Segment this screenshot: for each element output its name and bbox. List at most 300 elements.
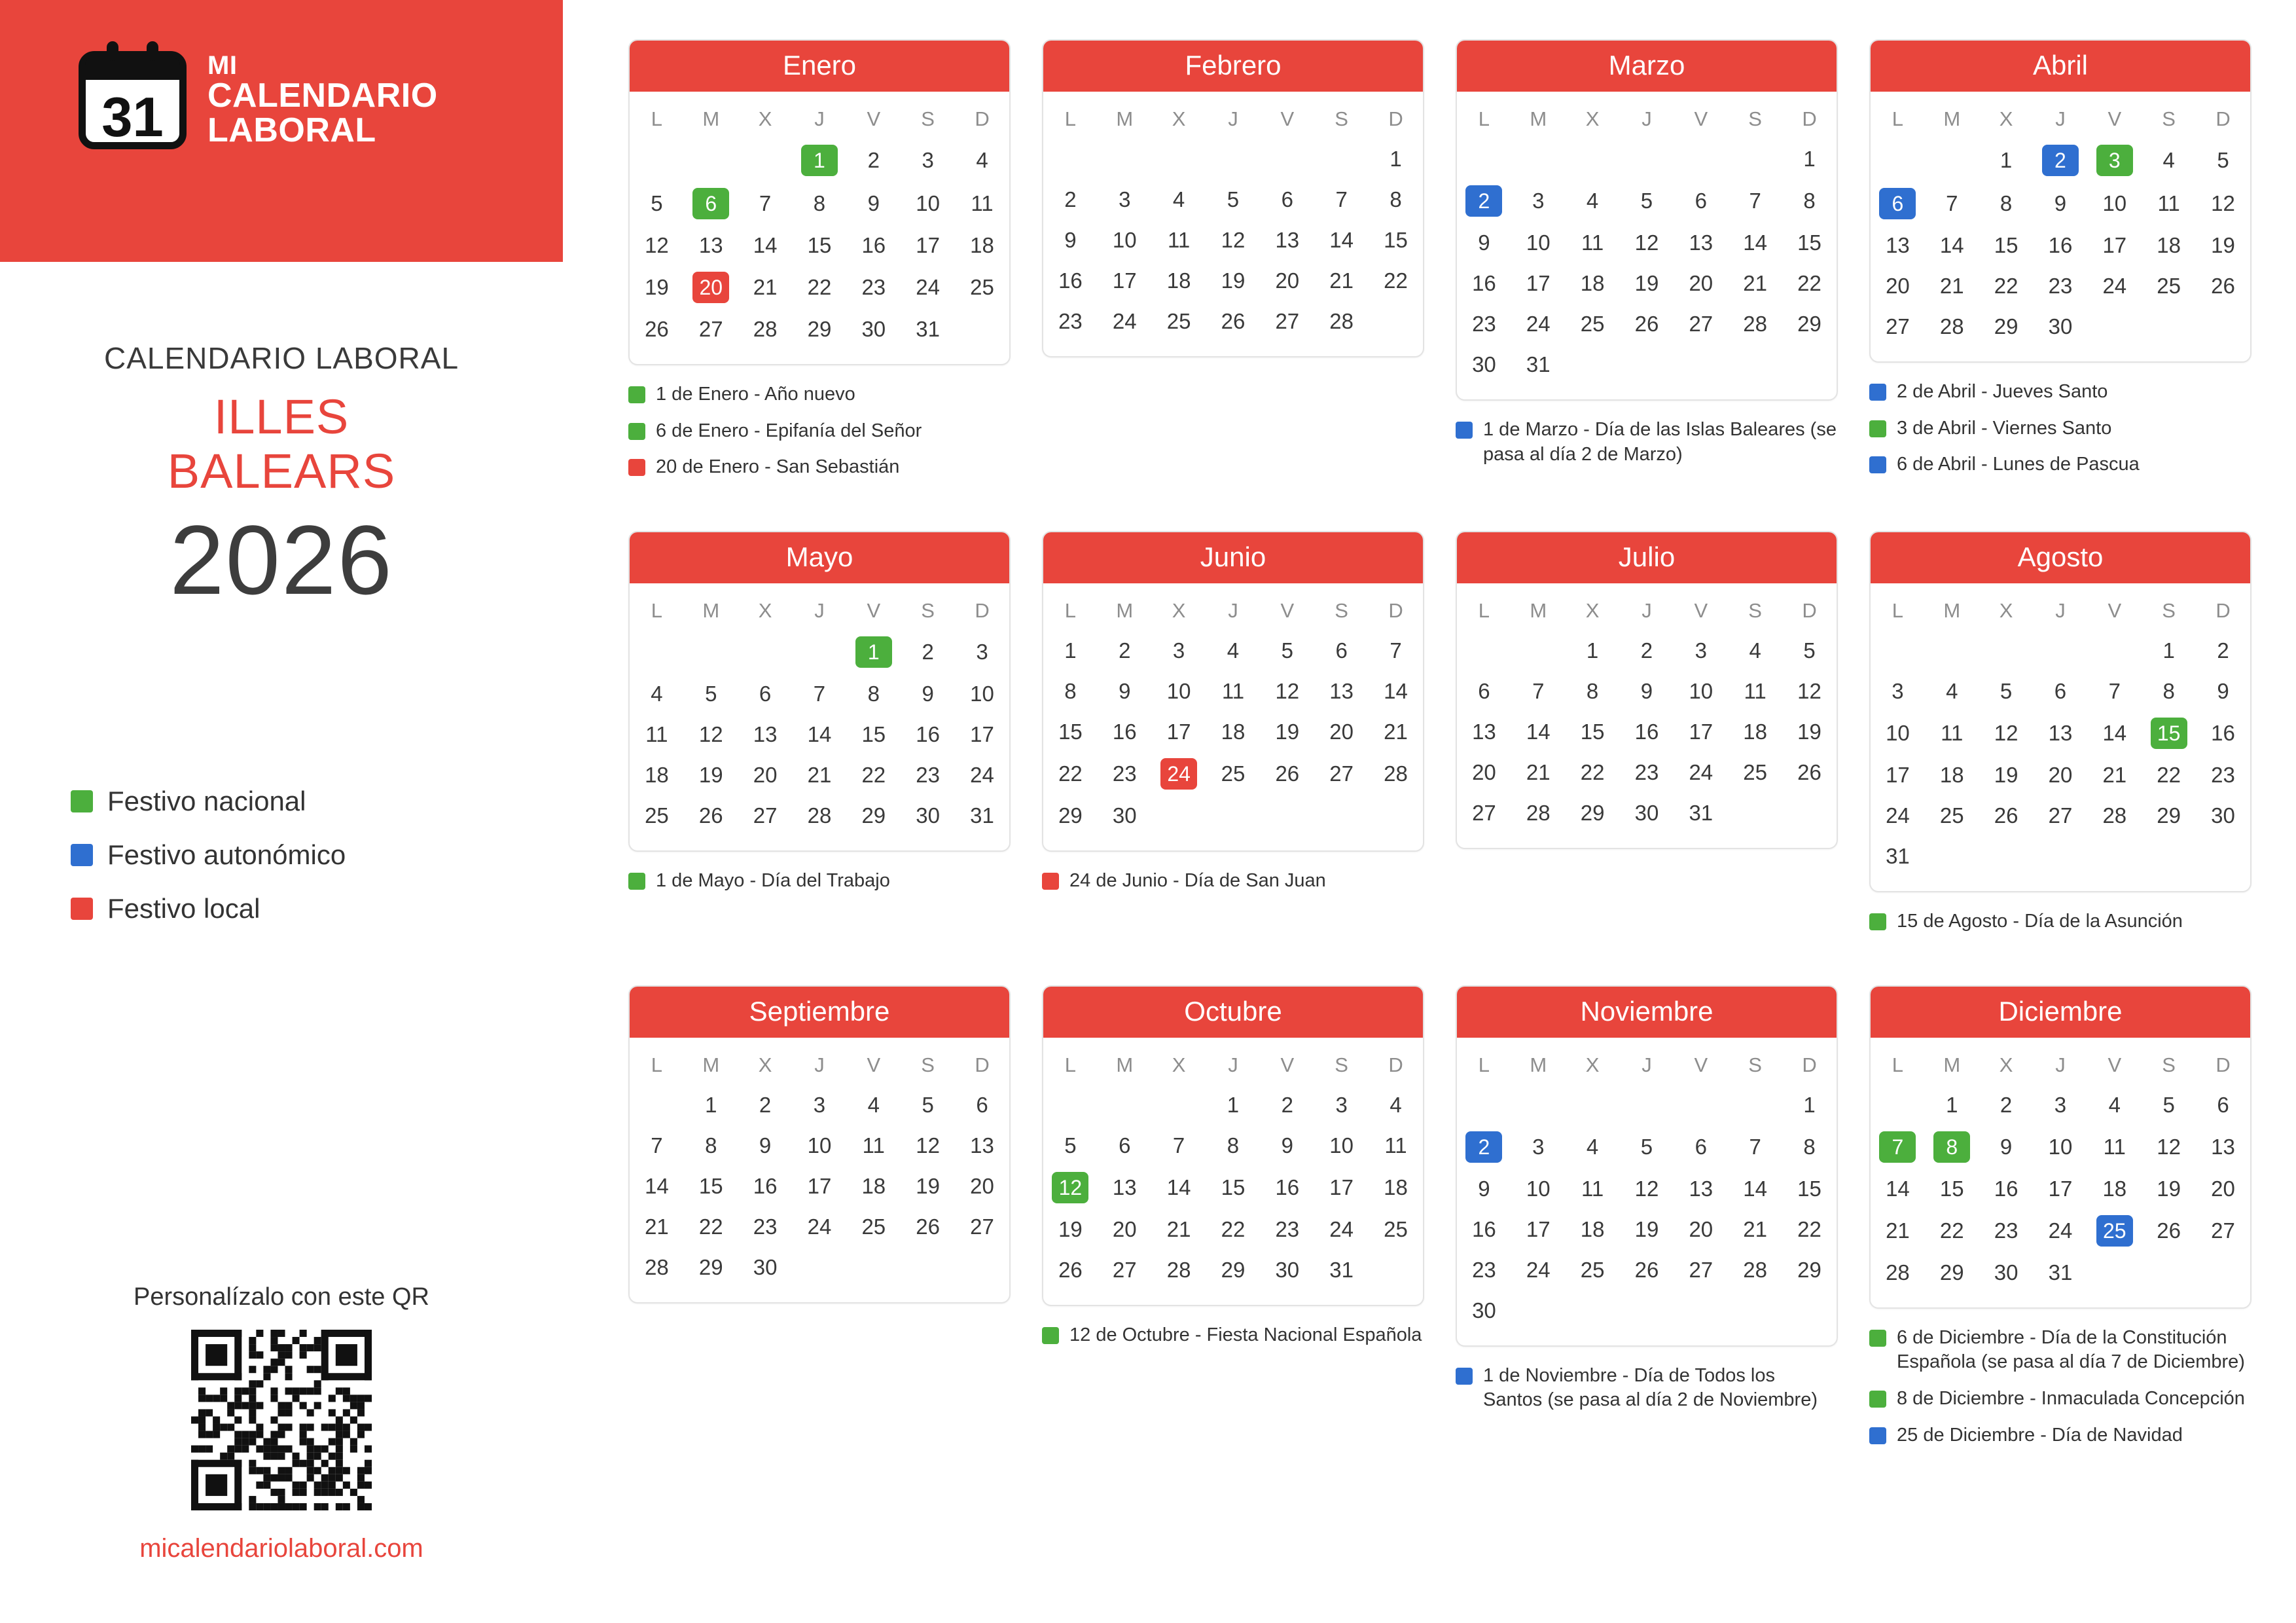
- day-cell: 15: [1580, 720, 1605, 744]
- weekday-L: L: [1478, 599, 1490, 623]
- day-cell: 26: [2157, 1218, 2181, 1243]
- day-empty: [1511, 1085, 1566, 1125]
- day-cell: 14: [1166, 1175, 1191, 1199]
- week-row: [1457, 179, 1837, 223]
- month-card: [628, 39, 1011, 365]
- day-cell: 24: [1112, 309, 1137, 333]
- holiday-badge-local: 24: [1160, 758, 1197, 790]
- day-cell: 19: [1994, 763, 2018, 788]
- day-cell: 20: [2211, 1176, 2235, 1201]
- row-spacer: [1869, 946, 2251, 985]
- note-swatch: [1869, 1391, 1886, 1408]
- month-title: Noviembre: [1457, 987, 1837, 1038]
- day-cell: 20: [2048, 763, 2073, 788]
- week-row: [1457, 139, 1837, 179]
- month-card: [1869, 985, 2251, 1309]
- row-spacer: [628, 905, 1011, 945]
- day-cell: 7: [1172, 1133, 1185, 1158]
- day-cell: 13: [1689, 230, 1713, 255]
- day-cell: 12: [645, 233, 669, 257]
- day-cell: 29: [2157, 803, 2181, 828]
- day-cell: 26: [1058, 1257, 1083, 1282]
- week-row: [1457, 712, 1837, 752]
- day-cell: 25: [861, 1214, 886, 1239]
- calendar-icon-ring-left: [107, 41, 118, 61]
- weekday-L: L: [1064, 107, 1077, 130]
- day-cell-holiday: [2087, 139, 2142, 182]
- day-cell: 11: [971, 191, 994, 215]
- legend-label-national: Festivo nacional: [107, 786, 306, 816]
- day-cell-holiday: [1152, 752, 1206, 795]
- day-cell: 7: [1749, 189, 1761, 213]
- day-cell: 18: [645, 763, 669, 788]
- day-empty: [955, 1247, 1009, 1288]
- day-empty: [1566, 139, 1620, 179]
- day-cell: 17: [1886, 763, 1910, 788]
- day-cell: 23: [1275, 1216, 1300, 1241]
- day-cell: 26: [1221, 309, 1246, 333]
- week-row: [1457, 223, 1837, 263]
- day-cell: 7: [2108, 679, 2121, 704]
- month-title: Julio: [1457, 532, 1837, 583]
- day-cell: 15: [1797, 1176, 1821, 1201]
- day-empty: [1314, 139, 1369, 179]
- day-empty: [1728, 1085, 1782, 1125]
- row-spacer: [1042, 374, 1424, 414]
- day-cell: 29: [1797, 312, 1821, 336]
- weekday-L: L: [651, 107, 663, 130]
- day-cell: 28: [1384, 761, 1408, 786]
- day-empty: [1782, 1290, 1837, 1331]
- day-cell: 1: [1390, 147, 1402, 171]
- day-cell: 4: [1390, 1092, 1402, 1117]
- note-swatch: [628, 459, 645, 476]
- weekday-D: D: [1802, 1053, 1817, 1076]
- day-cell: 18: [2102, 1176, 2127, 1201]
- note-text: 15 de Agosto - Día de la Asunción: [1897, 911, 2183, 932]
- day-cell: 8: [867, 682, 880, 706]
- day-cell: 25: [645, 803, 669, 828]
- holiday-badge-national: 12: [1052, 1172, 1088, 1203]
- week-row: [1043, 1125, 1423, 1166]
- day-empty: [1925, 836, 1979, 877]
- day-cell: 18: [1939, 763, 1964, 788]
- day-cell-holiday: [2142, 712, 2196, 755]
- week-row: [1043, 1166, 1423, 1209]
- day-empty: [1369, 795, 1423, 836]
- day-cell: 13: [1689, 1176, 1713, 1201]
- day-cell: 9: [1281, 1133, 1293, 1158]
- day-cell: 15: [1797, 230, 1821, 255]
- month-title: Mayo: [630, 532, 1009, 583]
- day-empty: [2142, 306, 2196, 347]
- month-title: Octubre: [1043, 987, 1423, 1038]
- day-empty: [793, 630, 847, 674]
- day-cell: 14: [2102, 721, 2127, 746]
- week-row: [630, 139, 1009, 182]
- day-cell: 26: [1275, 761, 1300, 786]
- month-enero: [628, 39, 1011, 531]
- day-cell: 25: [1743, 760, 1767, 785]
- day-cell: 22: [1580, 760, 1605, 785]
- day-cell: 23: [2048, 274, 2073, 298]
- weekday-M: M: [1943, 599, 1961, 623]
- qr-caption: Personalízalo con este QR: [133, 1283, 429, 1311]
- day-cell: 10: [1526, 230, 1551, 255]
- note-text: 1 de Noviembre - Día de Todos los Santos (se pasa al día 2 de Noviembre): [1483, 1364, 1818, 1411]
- day-cell: 18: [1580, 271, 1605, 295]
- day-cell: 19: [645, 275, 669, 299]
- weekday-X: X: [758, 107, 772, 130]
- weekday-X: X: [1999, 599, 2013, 623]
- weekday-S: S: [2162, 599, 2176, 623]
- weekday-J: J: [2055, 599, 2066, 623]
- day-cell: 25: [1384, 1216, 1408, 1241]
- calendar-icon-header: [85, 58, 180, 80]
- day-empty: [1260, 139, 1314, 179]
- weekday-V: V: [867, 107, 881, 130]
- week-row: [1871, 139, 2250, 182]
- note-text: 3 de Abril - Viernes Santo: [1897, 417, 2112, 439]
- row-spacer: [1456, 1425, 1838, 1464]
- day-cell: 22: [1058, 761, 1083, 786]
- day-cell: 12: [1994, 721, 2018, 746]
- day-cell: 10: [916, 191, 940, 215]
- brand-logo: [79, 51, 438, 149]
- day-cell: 25: [2157, 274, 2181, 298]
- weekday-header-row: [630, 593, 1009, 630]
- note-text: 6 de Abril - Lunes de Pascua: [1897, 454, 2140, 475]
- month-octubre: [1042, 985, 1424, 1499]
- week-row: [1043, 1085, 1423, 1125]
- note-swatch: [1869, 456, 1886, 473]
- month-table: [1043, 1047, 1423, 1290]
- day-cell: 24: [2102, 274, 2127, 298]
- day-cell: 1: [2162, 638, 2175, 663]
- note-swatch: [1869, 913, 1886, 930]
- day-cell: 11: [1581, 1176, 1604, 1201]
- day-empty: [1043, 139, 1098, 179]
- weekday-S: S: [1335, 107, 1348, 130]
- day-cell: 10: [1689, 679, 1713, 704]
- day-cell: 21: [1526, 760, 1551, 785]
- day-cell: 27: [1689, 312, 1713, 336]
- day-cell-holiday: [793, 139, 847, 182]
- day-cell: 4: [2162, 148, 2175, 172]
- day-cell: 30: [2048, 314, 2073, 338]
- day-cell: 21: [1384, 720, 1408, 744]
- day-empty: [2142, 836, 2196, 877]
- holiday-note: [1869, 1423, 2251, 1448]
- holiday-note: [1042, 1323, 1424, 1348]
- day-cell: 9: [1064, 228, 1077, 252]
- week-row: [1043, 220, 1423, 261]
- weekday-X: X: [1999, 1053, 2013, 1076]
- day-cell: 28: [645, 1254, 669, 1279]
- weekday-M: M: [702, 1053, 720, 1076]
- day-empty: [1728, 344, 1782, 385]
- day-cell: 16: [1472, 1216, 1496, 1241]
- day-cell: 29: [1221, 1257, 1246, 1282]
- day-empty: [1925, 630, 1979, 671]
- day-cell: 16: [1275, 1175, 1300, 1199]
- note-swatch: [1042, 873, 1059, 890]
- weekday-M: M: [1943, 1053, 1961, 1076]
- day-empty: [1369, 301, 1423, 342]
- month-notes: [1042, 1323, 1424, 1348]
- day-empty: [1152, 139, 1206, 179]
- week-row: [1871, 1085, 2250, 1125]
- holiday-note: [1869, 1387, 2251, 1412]
- day-cell: 29: [861, 803, 886, 828]
- day-cell: 29: [698, 1254, 723, 1279]
- day-cell: 30: [1275, 1257, 1300, 1282]
- month-julio: [1456, 531, 1838, 985]
- day-cell: 6: [1478, 679, 1490, 704]
- day-cell: 14: [1743, 1176, 1767, 1201]
- weekday-header-row: [1043, 101, 1423, 139]
- week-row: [1871, 630, 2250, 671]
- month-febrero: [1042, 39, 1424, 531]
- day-cell: 23: [1634, 760, 1659, 785]
- day-empty: [1457, 630, 1511, 671]
- weekday-J: J: [814, 1053, 825, 1076]
- day-cell: 15: [861, 722, 886, 747]
- day-cell: 5: [1640, 1134, 1653, 1159]
- day-cell: 27: [698, 317, 723, 341]
- brand-band: [0, 0, 563, 262]
- day-cell: 14: [807, 722, 832, 747]
- day-cell: 19: [1634, 1216, 1659, 1241]
- day-cell: 1: [1586, 638, 1599, 663]
- day-cell: 22: [807, 275, 832, 299]
- week-row: [1871, 1169, 2250, 1209]
- weekday-J: J: [814, 107, 825, 130]
- day-cell: 17: [1526, 1216, 1551, 1241]
- day-cell: 1: [1803, 147, 1816, 171]
- day-cell: 17: [807, 1173, 832, 1198]
- day-cell: 19: [916, 1173, 940, 1198]
- title-block: [0, 340, 563, 615]
- weekday-D: D: [1802, 599, 1817, 623]
- qr-code-icon[interactable]: [191, 1330, 372, 1510]
- day-cell: 2: [1281, 1092, 1293, 1117]
- day-cell: 29: [1580, 801, 1605, 826]
- day-empty: [1457, 139, 1511, 179]
- week-row: [1043, 1209, 1423, 1250]
- month-card: [1042, 39, 1424, 357]
- day-cell: 10: [2048, 1134, 2073, 1159]
- weekday-D: D: [2215, 1053, 2231, 1076]
- month-title: Septiembre: [630, 987, 1009, 1038]
- weekday-S: S: [1335, 1053, 1348, 1076]
- row-spacer: [1869, 489, 2251, 528]
- day-cell: 3: [1892, 679, 1904, 704]
- month-notes: [1869, 1326, 2251, 1448]
- day-cell: 2: [2217, 638, 2229, 663]
- weekday-M: M: [1116, 599, 1134, 623]
- day-empty: [2034, 836, 2088, 877]
- day-cell: 28: [1886, 1260, 1910, 1285]
- day-cell: 25: [1580, 1257, 1605, 1282]
- day-cell: 15: [807, 233, 832, 257]
- row-spacer: [1869, 1460, 2251, 1499]
- weekday-J: J: [1641, 599, 1652, 623]
- weekday-L: L: [1478, 1053, 1490, 1076]
- day-cell: 8: [2000, 191, 2013, 215]
- note-text: 24 de Junio - Día de San Juan: [1069, 870, 1326, 892]
- weekday-L: L: [1892, 1053, 1904, 1076]
- day-cell: 21: [1329, 268, 1354, 293]
- day-cell: 19: [1634, 271, 1659, 295]
- weekday-X: X: [1172, 107, 1186, 130]
- week-row: [630, 309, 1009, 350]
- day-cell: 31: [1329, 1257, 1354, 1282]
- day-cell: 3: [1532, 189, 1545, 213]
- day-cell: 30: [1472, 352, 1496, 376]
- day-cell: 27: [2211, 1218, 2235, 1243]
- day-cell: 15: [698, 1173, 723, 1198]
- year-label: 2026: [170, 504, 393, 615]
- week-row: [630, 795, 1009, 836]
- day-cell: 21: [645, 1214, 669, 1239]
- month-title: Febrero: [1043, 41, 1423, 92]
- day-cell: 21: [2102, 763, 2127, 788]
- day-empty: [1979, 630, 2034, 671]
- weekday-V: V: [2108, 1053, 2122, 1076]
- month-table: [1043, 593, 1423, 836]
- day-cell: 12: [1634, 1176, 1659, 1201]
- day-empty: [1620, 1290, 1674, 1331]
- day-cell: 4: [2108, 1092, 2121, 1117]
- weekday-S: S: [1748, 1053, 1762, 1076]
- day-cell: 27: [1689, 1257, 1713, 1282]
- month-table: [1871, 1047, 2250, 1293]
- day-cell: 20: [1689, 1216, 1713, 1241]
- week-row: [1457, 1125, 1837, 1169]
- week-row: [1457, 1169, 1837, 1209]
- row-spacer: [628, 1321, 1011, 1360]
- day-cell: 5: [2162, 1092, 2175, 1117]
- week-row: [1457, 1250, 1837, 1290]
- day-cell: 21: [807, 763, 832, 788]
- weekday-L: L: [1064, 1053, 1077, 1076]
- day-cell: 16: [2211, 721, 2235, 746]
- website-link[interactable]: micalendariolaboral.com: [139, 1534, 423, 1563]
- day-empty: [2087, 630, 2142, 671]
- weekday-M: M: [1530, 599, 1547, 623]
- weekday-J: J: [2055, 107, 2066, 130]
- day-cell: 7: [759, 191, 772, 215]
- week-row: [1043, 795, 1423, 836]
- month-table: [1871, 101, 2250, 347]
- day-empty: [2087, 1252, 2142, 1293]
- weekday-header-row: [1457, 593, 1837, 630]
- day-empty: [1674, 139, 1728, 179]
- month-marzo: [1456, 39, 1838, 531]
- day-cell: 3: [2054, 1092, 2067, 1117]
- day-cell: 13: [1275, 228, 1300, 252]
- day-cell: 24: [916, 275, 940, 299]
- week-row: [1871, 755, 2250, 795]
- day-cell: 10: [1112, 228, 1137, 252]
- day-cell: 16: [1634, 720, 1659, 744]
- day-cell: 20: [970, 1173, 994, 1198]
- day-cell: 20: [753, 763, 778, 788]
- week-row: [1871, 671, 2250, 712]
- month-notes: [1869, 380, 2251, 477]
- day-empty: [1152, 1085, 1206, 1125]
- holiday-note: [1869, 452, 2251, 477]
- week-row: [1043, 139, 1423, 179]
- week-row: [1043, 712, 1423, 752]
- day-cell: 7: [1946, 191, 1958, 215]
- day-empty: [955, 309, 1009, 350]
- week-row: [1871, 266, 2250, 306]
- week-row: [1043, 752, 1423, 795]
- day-cell: 22: [861, 763, 886, 788]
- day-cell: 22: [2157, 763, 2181, 788]
- week-row: [1871, 1125, 2250, 1169]
- week-row: [1871, 225, 2250, 266]
- holiday-badge-national: 1: [801, 145, 838, 176]
- weekday-L: L: [1892, 107, 1904, 130]
- day-cell: 16: [1058, 268, 1083, 293]
- day-cell: 3: [1172, 638, 1185, 663]
- day-cell: 8: [1803, 189, 1816, 213]
- week-row: [630, 714, 1009, 755]
- weekday-J: J: [1641, 107, 1652, 130]
- day-cell: 3: [1532, 1134, 1545, 1159]
- day-empty: [1566, 1085, 1620, 1125]
- day-empty: [1925, 139, 1979, 182]
- day-cell: 24: [1689, 760, 1713, 785]
- day-cell: 10: [1886, 721, 1910, 746]
- day-cell: 17: [1166, 720, 1191, 744]
- weekday-J: J: [1228, 599, 1238, 623]
- day-cell: 6: [1335, 638, 1348, 663]
- day-cell: 4: [1586, 1134, 1599, 1159]
- day-cell: 28: [1743, 1257, 1767, 1282]
- day-cell: 1: [705, 1092, 717, 1117]
- day-cell: 17: [1526, 271, 1551, 295]
- weekday-L: L: [1478, 107, 1490, 130]
- month-notes: [1042, 869, 1424, 894]
- day-cell: 26: [645, 317, 669, 341]
- note-text: 8 de Diciembre - Inmaculada Concepción: [1897, 1388, 2245, 1410]
- note-swatch: [628, 386, 645, 403]
- day-cell: 30: [2211, 803, 2235, 828]
- day-empty: [1871, 1085, 1925, 1125]
- weekday-L: L: [651, 1053, 663, 1076]
- day-cell: 12: [2211, 191, 2235, 215]
- day-cell: 14: [1329, 228, 1354, 252]
- day-cell: 9: [922, 682, 934, 706]
- day-cell: 8: [705, 1133, 717, 1158]
- month-card: [1456, 39, 1838, 401]
- day-cell: 7: [1532, 679, 1545, 704]
- day-cell: 30: [1472, 1298, 1496, 1322]
- week-row: [1457, 630, 1837, 671]
- weekday-S: S: [1748, 599, 1762, 623]
- holiday-badge-local: 20: [692, 272, 729, 303]
- note-swatch: [1869, 1330, 1886, 1347]
- week-row: [630, 225, 1009, 266]
- day-cell: 13: [698, 233, 723, 257]
- day-empty: [1674, 344, 1728, 385]
- day-empty: [1620, 1085, 1674, 1125]
- day-cell: 8: [1064, 679, 1077, 704]
